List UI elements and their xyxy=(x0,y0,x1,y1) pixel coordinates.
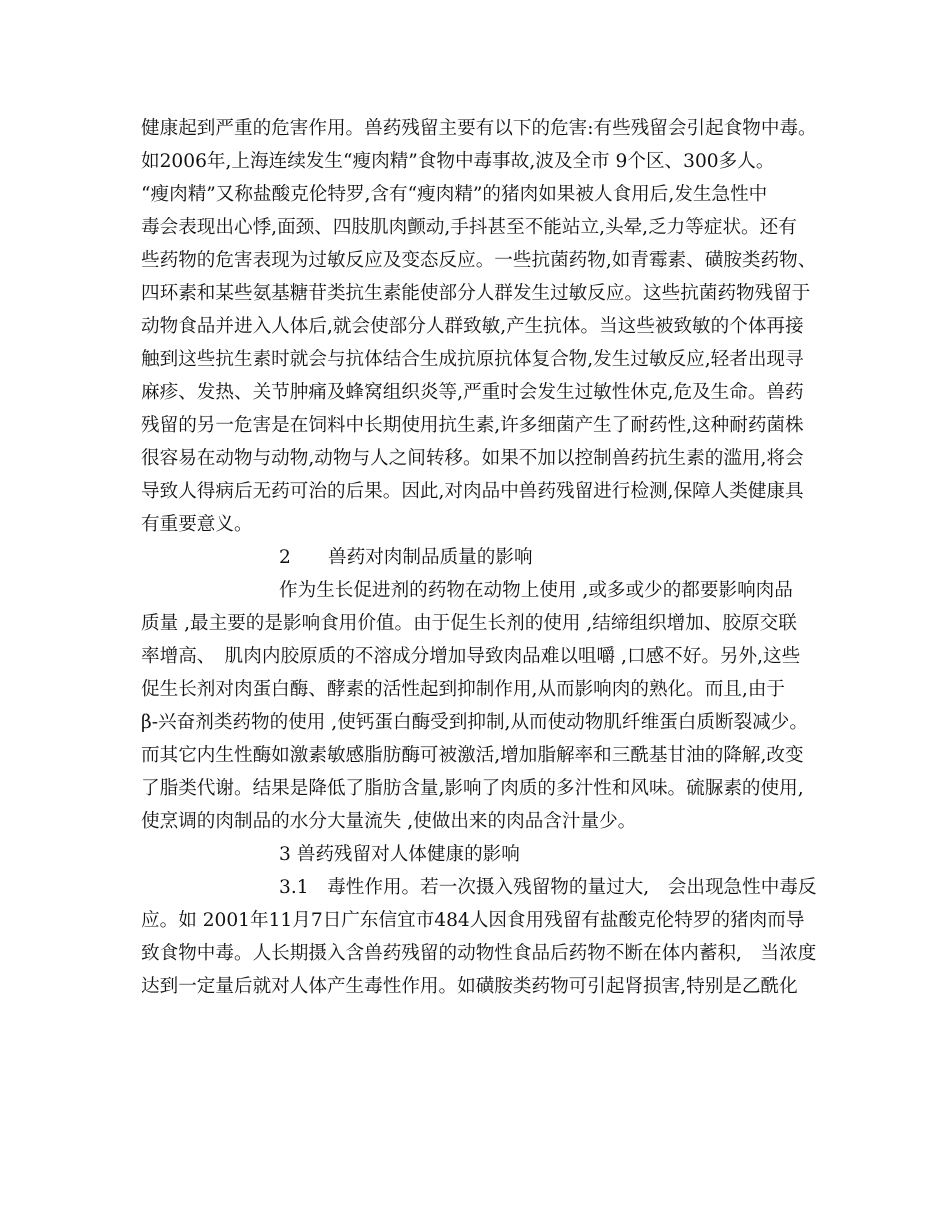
paragraph-line: “瘦肉精”又称盐酸克伦特罗,含有“瘦肉精”的猪肉如果被人食用后,发生急性中 xyxy=(141,184,768,205)
section-heading-3: 3 兽药残留对人体健康的影响 xyxy=(279,844,520,865)
paragraph-line: 动物食品并进入人体后,就会使部分人群致敏,产生抗体。当这些被致敏的个体再接 xyxy=(141,316,804,337)
paragraph-line: 率增高、 肌肉内胶原质的不溶成分增加导致肉品难以咀嚼 ,口感不好。另外,这些 xyxy=(141,646,801,667)
paragraph-line: 质量 ,最主要的是影响食用价值。由于促生长剂的使用 ,结缔组织增加、胶原交联 xyxy=(141,613,797,634)
paragraph-line: 作为生长促进剂的药物在动物上使用 ,或多或少的都要影响肉品 xyxy=(279,580,793,601)
paragraph-line: 麻疹、发热、关节肿痛及蜂窝组织炎等,严重时会发生过敏性休克,危及生命。兽药 xyxy=(141,382,804,403)
paragraph-line: 致食物中毒。人长期摄入含兽药残留的动物性食品后药物不断在体内蓄积, 当浓度 xyxy=(141,943,817,964)
paragraph-line: 些药物的危害表现为过敏反应及变态反应。一些抗菌药物,如青霉素、磺胺类药物、 xyxy=(141,250,817,271)
paragraph-line: 触到这些抗生素时就会与抗体结合生成抗原抗体复合物,发生过敏反应,轻者出现寻 xyxy=(141,349,804,370)
paragraph-line: 健康起到严重的危害作用。兽药残留主要有以下的危害:有些残留会引起食物中毒。 xyxy=(141,118,817,139)
paragraph-line: 应。如 2001年11月7日广东信宜市484人因食用残留有盐酸克伦特罗的猪肉而导 xyxy=(141,910,805,931)
paragraph-line: 促生长剂对肉蛋白酶、酵素的活性起到抑制作用,从而影响肉的熟化。而且,由于 xyxy=(141,679,786,700)
paragraph-line: 而其它内生性酶如激素敏感脂肪酶可被激活,增加脂解率和三酰基甘油的降解,改变 xyxy=(141,745,804,766)
section-heading-2: 2 兽药对肉制品质量的影响 xyxy=(279,547,533,568)
paragraph-line: 如2006年,上海连续发生“瘦肉精”食物中毒事故,波及全市 9个区、300多人。 xyxy=(141,151,775,172)
paragraph-line: 达到一定量后就对人体产生毒性作用。如磺胺类药物可引起肾损害,特别是乙酰化 xyxy=(141,976,798,997)
paragraph-line: 3.1 毒性作用。若一次摄入残留物的量过大, 会出现急性中毒反 xyxy=(279,877,817,898)
paragraph-line: 四环素和某些氨基糖苷类抗生素能使部分人群发生过敏反应。这些抗菌药物残留于 xyxy=(141,283,811,304)
paragraph-line: 残留的另一危害是在饲料中长期使用抗生素,许多细菌产生了耐药性,这种耐药菌株 xyxy=(141,415,804,436)
paragraph-line: 了脂类代谢。结果是降低了脂肪含量,影响了肉质的多汁性和风味。硫脲素的使用, xyxy=(141,778,804,799)
paragraph-line: 使烹调的肉制品的水分大量流失 ,使做出来的肉品含汁量少。 xyxy=(141,811,637,832)
paragraph-line: 有重要意义。 xyxy=(141,514,253,535)
paragraph-line: 很容易在动物与动物,动物与人之间转移。如果不加以控制兽药抗生素的滥用,将会 xyxy=(141,448,804,469)
paragraph-line: 导致人得病后无药可治的后果。因此,对肉品中兽药残留进行检测,保障人类健康具 xyxy=(141,481,804,502)
paragraph-line: β-兴奋剂类药物的使用 ,使钙蛋白酶受到抑制,从而使动物肌纤维蛋白质断裂减少。 xyxy=(141,712,808,733)
paragraph-line: 毒会表现出心悸,面颈、四肢肌肉颤动,手抖甚至不能站立,头晕,乏力等症状。还有 xyxy=(141,217,797,238)
